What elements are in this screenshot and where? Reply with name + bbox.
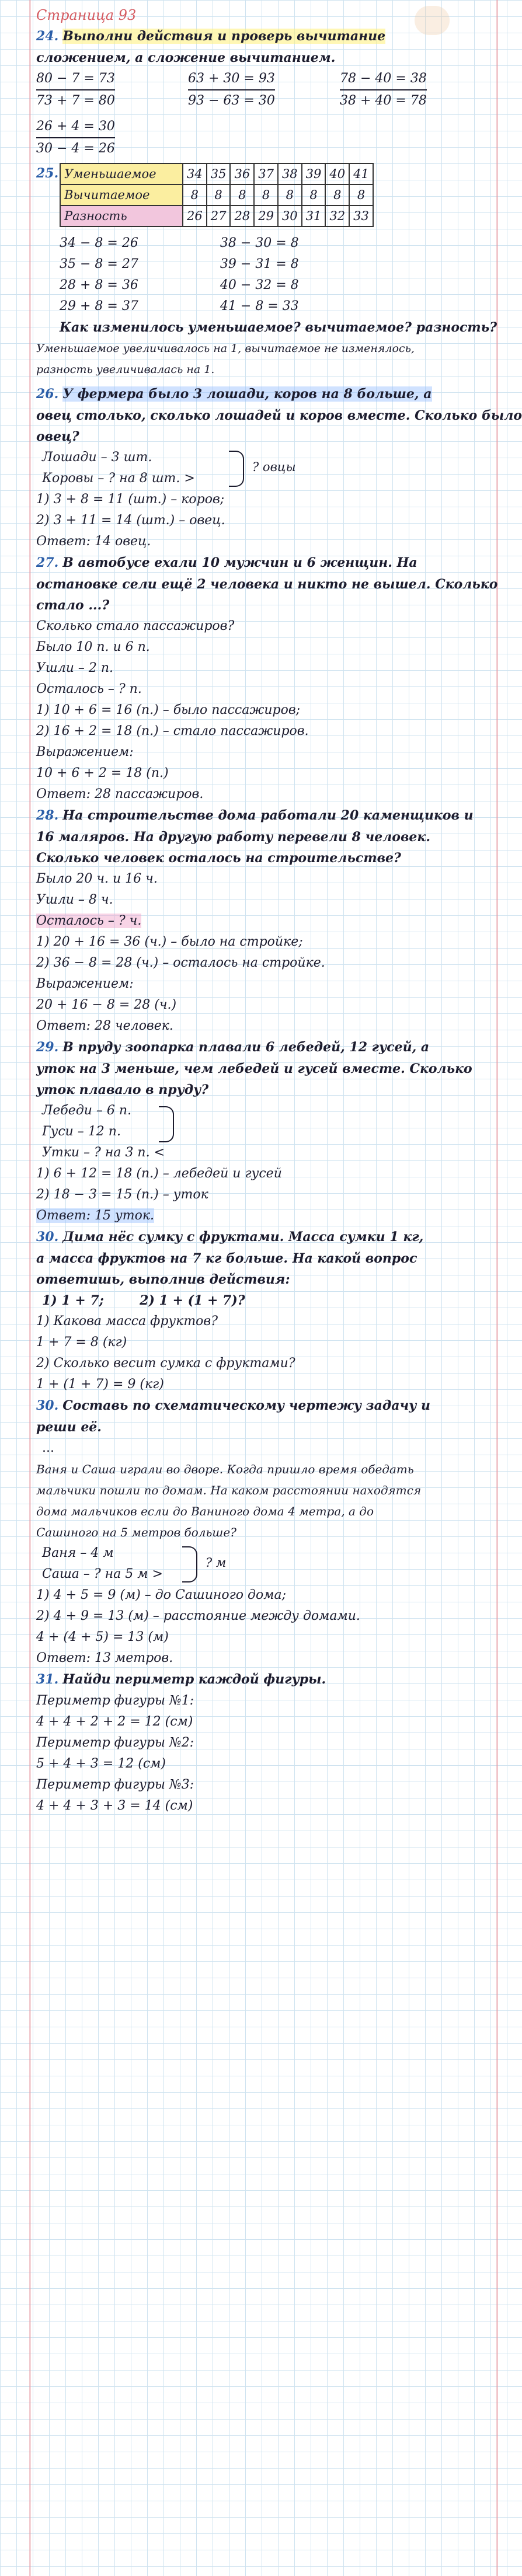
equation: 34 − 8 = 26 [60, 236, 138, 250]
expression: 1) 1 + 7; [42, 1293, 104, 1308]
task-text: Сколько человек осталось на строительстве? [36, 850, 401, 866]
task-text: уток на 3 меньше, чем лебедей и гусей вместе. Сколько [36, 1061, 472, 1076]
task-text: стало ...? [36, 598, 110, 613]
task-number: 29. [36, 1040, 59, 1055]
solution-step: 2) 16 + 2 = 18 (п.) – стало пассажиров. [36, 724, 309, 738]
table-cell: 40 [325, 163, 349, 184]
answer: Ответ: 14 овец. [36, 534, 151, 549]
task-text: реши её. [36, 1420, 102, 1435]
expression: 2) 1 + (1 + 7)? [140, 1293, 245, 1308]
table-cell: 31 [302, 205, 326, 226]
task-text: Составь по схематическому чертежу задачу и [62, 1398, 431, 1413]
task-number: 30. [36, 1398, 59, 1413]
solution-step: 1) 6 + 12 = 18 (п.) – лебедей и гусей [36, 1166, 282, 1181]
task-text: Найди периметр каждой фигуры. [62, 1672, 326, 1687]
brace [182, 1546, 197, 1582]
task-text: овец столько, сколько лошадей и коров вместе. Сколько было [36, 408, 522, 423]
page-title: Страница 93 [36, 7, 137, 23]
scheme-question: ? м [206, 1556, 227, 1570]
figure-label: Периметр фигуры №2: [36, 1735, 194, 1750]
task-number: 31. [36, 1672, 59, 1687]
task-number: 27. [36, 555, 59, 570]
table-cell: 8 [183, 184, 207, 205]
scheme-line: Лебеди – 6 п. [42, 1103, 132, 1118]
answer: Ответ: 13 метров. [36, 1651, 173, 1665]
task-text: сложением, а сложение вычитанием. [36, 50, 336, 65]
composed-problem: Сашиного на 5 метров больше? [36, 1525, 236, 1539]
expression: 20 + 16 − 8 = 28 (ч.) [36, 998, 177, 1012]
scheme-line: Ушли – 2 п. [36, 661, 114, 675]
equation: 93 − 63 = 30 [188, 93, 275, 108]
table-cell: 26 [183, 205, 207, 226]
scheme-line: Саша – ? на 5 м > [42, 1567, 163, 1581]
brace [159, 1106, 174, 1142]
short-note-scheme [36, 1100, 457, 1163]
equation: 26 + 4 = 30 [36, 116, 115, 138]
task-number: 30. [36, 1229, 59, 1245]
expression: 10 + 6 + 2 = 18 (п.) [36, 766, 169, 780]
row-header: Разность [60, 205, 183, 226]
equation: 78 − 40 = 38 [340, 68, 427, 90]
task-text: В автобусе ехали 10 мужчин и 6 женщин. На [62, 555, 417, 570]
solution-step: 1) 3 + 8 = 11 (шт.) – коров; [36, 492, 225, 507]
task-26 [36, 384, 522, 552]
table-cell: 27 [207, 205, 231, 226]
task-27 [36, 552, 498, 805]
solution-step: 1 + 7 = 8 (кг) [36, 1335, 127, 1350]
composed-problem: дома мальчиков если до Ваниного дома 4 метра, а до [36, 1504, 374, 1518]
scheme-line: Было 10 п. и 6 п. [36, 640, 150, 654]
task-25 [36, 163, 497, 380]
table-cell: 35 [207, 163, 231, 184]
table-cell: 8 [278, 184, 302, 205]
task-28 [36, 805, 474, 1037]
scheme-line: Ушли – 8 ч. [36, 893, 113, 907]
table-cell: 8 [207, 184, 231, 205]
table-cell: 39 [302, 163, 326, 184]
equation: 40 − 32 = 8 [220, 278, 299, 292]
equation: 73 + 7 = 80 [36, 93, 115, 108]
task-30-fruits [36, 1226, 457, 1395]
equation: 35 − 8 = 27 [60, 257, 138, 271]
equations-grid [36, 68, 457, 111]
task-text: ответишь, выполнив действия: [36, 1272, 290, 1287]
scheme-line: Осталось – ? ч. [36, 914, 142, 928]
table-cell: 38 [278, 163, 302, 184]
equation: 28 + 8 = 36 [60, 278, 138, 292]
equation: 80 − 7 = 73 [36, 68, 115, 90]
row-header: Уменьшаемое [60, 163, 183, 184]
table-cell: 8 [302, 184, 326, 205]
task-text: На строительстве дома работали 20 каменщиков и [62, 808, 474, 823]
equation: 63 + 30 = 93 [188, 68, 275, 90]
subtraction-table [60, 163, 374, 227]
task-number: 28. [36, 808, 59, 823]
table-cell: 36 [230, 163, 254, 184]
equation: 29 + 8 = 37 [60, 299, 138, 313]
answer: разность увеличивалась на 1. [36, 363, 215, 376]
figure-label: Периметр фигуры №1: [36, 1693, 194, 1708]
table-cell: 8 [325, 184, 349, 205]
task-text: Дима нёс сумку с фруктами. Масса сумки 1 кг, [62, 1229, 424, 1245]
row-header: Вычитаемое [60, 184, 183, 205]
question: Как изменилось уменьшаемое? вычитаемое? разность? [60, 320, 497, 335]
question: 1) Какова масса фруктов? [36, 1314, 218, 1329]
table-cell: 8 [254, 184, 278, 205]
solution-step: 4 + 4 + 3 + 3 = 14 (см) [36, 1798, 193, 1813]
task-text: овец? [36, 429, 79, 444]
table-cell: 28 [230, 205, 254, 226]
answer: Ответ: 28 пассажиров. [36, 787, 204, 801]
table-cell: 37 [254, 163, 278, 184]
scheme-question: ? овцы [252, 460, 296, 474]
solution-step: 1) 4 + 5 = 9 (м) – до Сашиного дома; [36, 1588, 286, 1602]
table-cell: 8 [230, 184, 254, 205]
short-note-scheme [36, 447, 457, 489]
task-number: 25. [36, 166, 59, 181]
solution-step: 4 + 4 + 2 + 2 = 12 (см) [36, 1714, 193, 1729]
scheme-drawing-placeholder: ... [42, 1441, 54, 1455]
table-cell: 41 [349, 163, 373, 184]
scheme-line: Осталось – ? п. [36, 682, 142, 696]
table-row [60, 163, 373, 184]
solution-step: 2) 36 − 8 = 28 (ч.) – осталось на стройке. [36, 956, 325, 970]
equation: 38 + 40 = 78 [340, 93, 427, 108]
table-cell: 34 [183, 163, 207, 184]
brace [229, 451, 244, 487]
expression: 4 + (4 + 5) = 13 (м) [36, 1630, 169, 1644]
task-29 [36, 1037, 472, 1226]
homework-page [36, 5, 522, 1817]
scheme-line: Ваня – 4 м [42, 1546, 114, 1560]
figure-label: Периметр фигуры №3: [36, 1777, 194, 1792]
equation: 41 − 8 = 33 [220, 299, 299, 313]
task-text: 16 маляров. На другую работу перевели 8 человек. [36, 829, 430, 845]
solution-step: 5 + 4 + 3 = 12 (см) [36, 1756, 166, 1771]
solution-step: 2) 18 − 3 = 15 (п.) – уток [36, 1187, 208, 1202]
task-30-scheme [36, 1395, 457, 1669]
task-text: а масса фруктов на 7 кг больше. На какой вопрос [36, 1251, 417, 1266]
solution-step: 1 + (1 + 7) = 9 (кг) [36, 1377, 164, 1392]
solution-step: 2) 4 + 9 = 13 (м) – расстояние между домами. [36, 1609, 360, 1623]
table-cell: 8 [349, 184, 373, 205]
check-equations [36, 233, 457, 317]
equation: 39 − 31 = 8 [220, 257, 299, 271]
scheme-line: Утки – ? на 3 п. < [42, 1145, 165, 1160]
table-cell: 33 [349, 205, 373, 226]
task-24 [36, 26, 457, 159]
answer: Ответ: 28 человек. [36, 1019, 173, 1033]
table-cell: 30 [278, 205, 302, 226]
answer: Уменьшаемое увеличивалось на 1, вычитаемое не изменялось, [36, 342, 415, 355]
expression-label: Выражением: [36, 745, 134, 759]
table-row [60, 205, 373, 226]
scheme-line: Было 20 ч. и 16 ч. [36, 872, 158, 886]
task-number: 24. [36, 29, 59, 44]
answer: Ответ: 15 уток. [36, 1208, 154, 1223]
composed-problem: Ваня и Саша играли во дворе. Когда пришло время обедать [36, 1462, 414, 1476]
equation: 38 − 30 = 8 [220, 236, 299, 250]
table-row [60, 184, 373, 205]
task-text: остановке сели ещё 2 человека и никто не вышел. Сколько [36, 577, 498, 592]
scheme-line: Лошади – 3 шт. [42, 450, 152, 465]
task-text: уток плавало в пруду? [36, 1082, 209, 1097]
scheme-line: Коровы – ? на 8 шт. > [42, 471, 195, 486]
solution-step: 1) 20 + 16 = 36 (ч.) – было на стройке; [36, 935, 303, 949]
task-31 [36, 1669, 457, 1817]
table-cell: 32 [325, 205, 349, 226]
solution-step: 1) 10 + 6 = 16 (п.) – было пассажиров; [36, 703, 301, 717]
task-number: 26. [36, 386, 59, 402]
task-text: У фермера было 3 лошади, коров на 8 больше, а [62, 386, 432, 402]
equation: 30 − 4 = 26 [36, 141, 115, 156]
solution-step: 2) 3 + 11 = 14 (шт.) – овец. [36, 513, 225, 528]
task-text: Выполни действия и проверь вычитание [62, 29, 386, 44]
table-cell: 29 [254, 205, 278, 226]
task-text: В пруду зоопарка плавали 6 лебедей, 12 гусей, а [62, 1040, 430, 1055]
short-note-scheme [36, 1543, 457, 1585]
question: 2) Сколько весит сумка с фруктами? [36, 1356, 295, 1371]
question: Сколько стало пассажиров? [36, 619, 235, 633]
scheme-line: Гуси – 12 п. [42, 1124, 121, 1139]
composed-problem: мальчики пошли по домам. На каком расстоянии находятся [36, 1483, 422, 1497]
expression-label: Выражением: [36, 977, 134, 991]
